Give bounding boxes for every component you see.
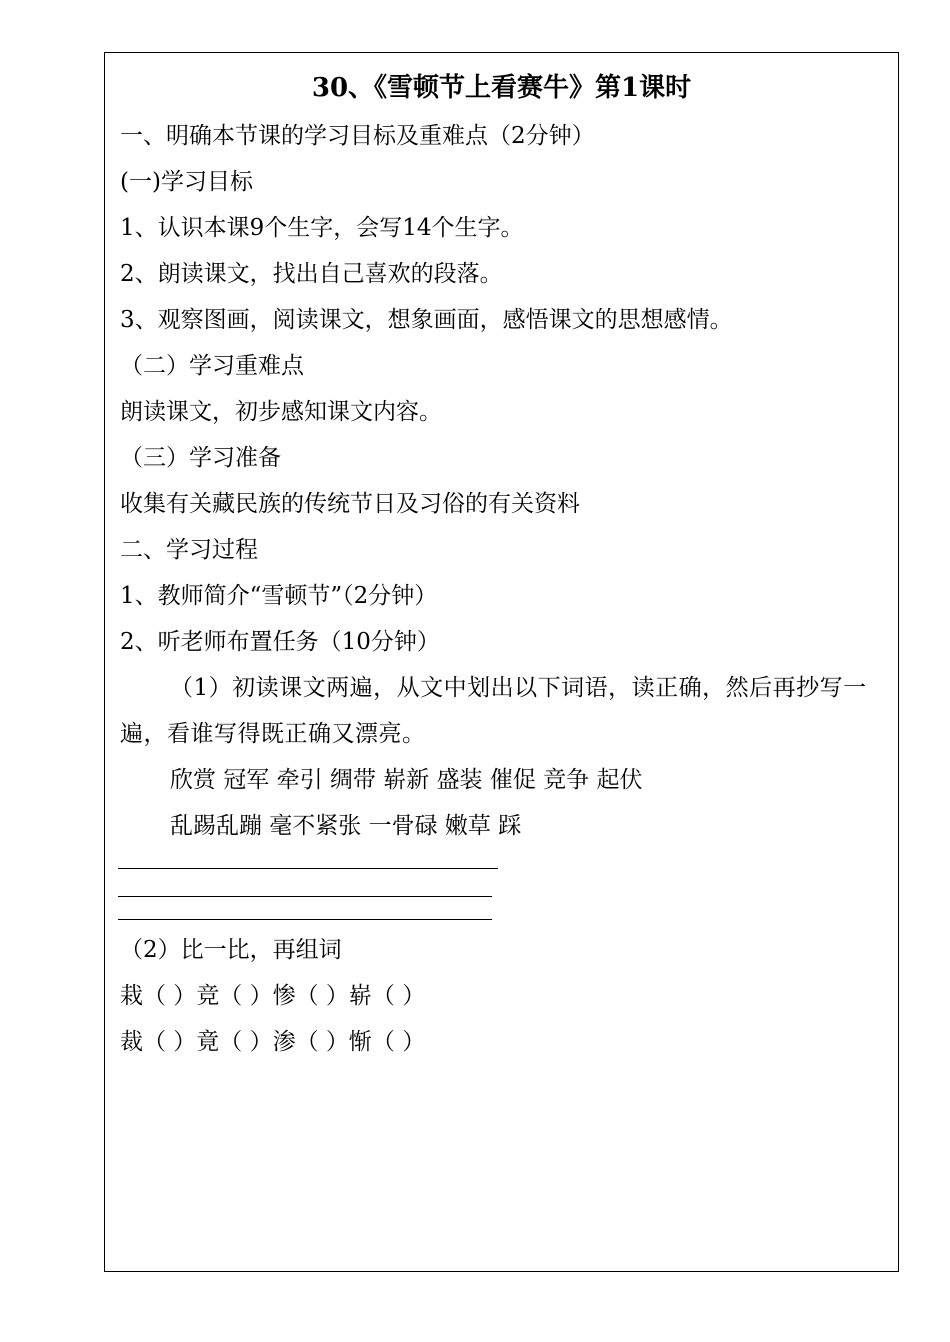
step-2: 2、听老师布置任务（10分钟） [120,629,440,655]
page-title: 30、《雪顿节上看赛牛》第1课时 [311,73,692,103]
task-1-text: （1）初读课文两遍，从文中划出以下词语，读正确，然后再抄写一遍，看谁写得既正确又漂亮。 [120,675,867,747]
task-2-heading: （2）比一比，再组词 [120,937,342,963]
section1-heading: 一、明确本节课的学习目标及重难点（2分钟） [120,123,595,149]
writing-line-1[interactable] [118,868,498,869]
compare-row-2: 裁（ ）竟（ ）渗（ ）惭（ ） [120,1029,426,1055]
writing-line-3[interactable] [118,919,492,920]
section2-heading: 二、学习过程 [120,537,258,563]
word-list-line-2: 乱踢乱蹦 毫不紧张 一骨碌 嫩草 踩 [170,813,522,839]
difficulty-heading: （二）学习重难点 [120,353,304,379]
prep-heading: （三）学习准备 [120,445,281,471]
compare-row-1: 栽（ ）竞（ ）惨（ ）崭（ ） [120,983,426,1009]
goal-item-3: 3、观察图画，阅读课文，想象画面，感悟课文的思想感情。 [120,307,733,333]
step-1: 1、教师简介“雪顿节”（2分钟） [120,583,438,609]
prep-text: 收集有关藏民族的传统节日及习俗的有关资料 [120,491,580,517]
goals-heading: (一)学习目标 [120,169,253,195]
goal-item-2: 2、朗读课文，找出自己喜欢的段落。 [120,261,503,287]
word-list-line-1: 欣赏 冠军 牵引 绸带 崭新 盛装 催促 竞争 起伏 [170,767,643,793]
writing-line-2[interactable] [118,896,492,897]
difficulty-text: 朗读课文，初步感知课文内容。 [120,399,442,425]
goal-item-1: 1、认识本课9个生字，会写14个生字。 [120,215,524,241]
